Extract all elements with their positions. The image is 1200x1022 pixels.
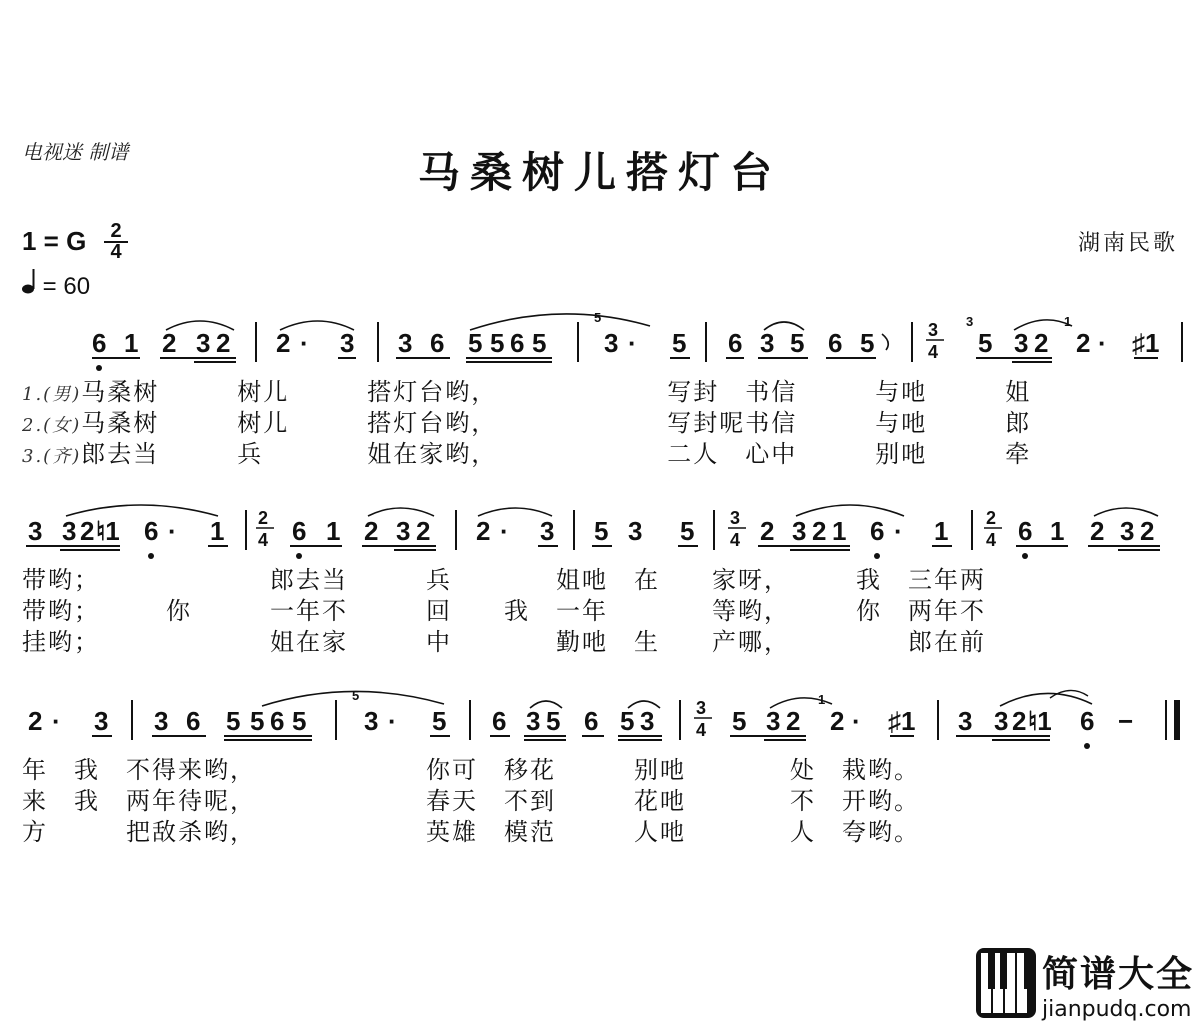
svg-text:2: 2 bbox=[1034, 328, 1049, 358]
svg-text:3: 3 bbox=[154, 706, 169, 736]
verse-label: 3.(齐) bbox=[22, 446, 82, 467]
svg-text:2: 2 bbox=[830, 706, 845, 736]
svg-text:4: 4 bbox=[928, 342, 939, 362]
svg-text:5: 5 bbox=[732, 706, 747, 736]
lyric-line bbox=[22, 434, 1032, 468]
svg-text:·: · bbox=[500, 516, 509, 546]
svg-text:2: 2 bbox=[216, 328, 231, 358]
row-3-notes bbox=[28, 688, 1180, 749]
tempo-value: = 60 bbox=[42, 273, 91, 300]
svg-text:1: 1 bbox=[210, 516, 225, 546]
row-3-lyrics bbox=[22, 750, 920, 846]
svg-text:3: 3 bbox=[62, 516, 77, 546]
svg-text:1: 1 bbox=[934, 516, 949, 546]
svg-text:3: 3 bbox=[340, 328, 355, 358]
svg-text:6: 6 bbox=[430, 328, 445, 358]
key-signature: 1 = G bbox=[22, 226, 87, 256]
svg-text:2: 2 bbox=[760, 516, 775, 546]
svg-text:6: 6 bbox=[728, 328, 743, 358]
svg-text:3: 3 bbox=[730, 508, 741, 528]
svg-text:6: 6 bbox=[870, 516, 885, 546]
svg-text:3: 3 bbox=[1014, 328, 1029, 358]
lyric-line bbox=[22, 372, 1032, 406]
svg-text:·: · bbox=[388, 706, 397, 736]
svg-text:·: · bbox=[852, 706, 861, 736]
lyric-line: 挂哟； 姐在家 中 勤吔 生 产哪， 郎在前 bbox=[22, 628, 986, 656]
svg-text:5: 5 bbox=[594, 310, 602, 325]
svg-text:2: 2 bbox=[80, 516, 95, 546]
svg-text:·: · bbox=[628, 328, 637, 358]
svg-text:3: 3 bbox=[760, 328, 775, 358]
svg-text:1: 1 bbox=[124, 328, 139, 358]
verse-label: 2.(女) bbox=[22, 415, 82, 436]
svg-text:6: 6 bbox=[186, 706, 201, 736]
lyric-text: 郎去当 兵 姐在家哟， 二人 心中 别吔 牵 bbox=[81, 440, 1032, 468]
svg-text:3: 3 bbox=[792, 516, 807, 546]
svg-text:3: 3 bbox=[766, 706, 781, 736]
svg-text:1: 1 bbox=[1050, 516, 1065, 546]
svg-text:2: 2 bbox=[986, 508, 997, 528]
svg-text:6: 6 bbox=[492, 706, 507, 736]
svg-text:♯1: ♯1 bbox=[1132, 328, 1160, 358]
svg-text:5: 5 bbox=[352, 688, 360, 703]
svg-text:6: 6 bbox=[92, 328, 107, 358]
logo-text: 简谱大全 bbox=[1042, 954, 1195, 995]
svg-text:♮1: ♮1 bbox=[96, 516, 120, 546]
svg-text:3: 3 bbox=[398, 328, 413, 358]
svg-text:3: 3 bbox=[966, 314, 974, 329]
svg-text:5: 5 bbox=[594, 516, 609, 546]
svg-text:·: · bbox=[52, 706, 61, 736]
lyric-line bbox=[22, 403, 1032, 437]
svg-text:1: 1 bbox=[832, 516, 847, 546]
transcriber-credit: 电视迷 制谱 bbox=[22, 140, 129, 164]
svg-text:3: 3 bbox=[604, 328, 619, 358]
logo-url: jianpudq.com bbox=[1042, 997, 1192, 1022]
verse-label: 1.(男) bbox=[22, 384, 82, 405]
svg-text:2: 2 bbox=[812, 516, 827, 546]
svg-text:5: 5 bbox=[468, 328, 483, 358]
svg-text:2: 2 bbox=[162, 328, 177, 358]
svg-text:2: 2 bbox=[258, 508, 269, 528]
lyric-line: 带哟； 你 一年不 回 我 一年 等哟， 你 两年不 bbox=[22, 597, 986, 625]
svg-text:1: 1 bbox=[1064, 314, 1072, 329]
svg-text:6: 6 bbox=[584, 706, 599, 736]
svg-text:6: 6 bbox=[1080, 706, 1095, 736]
svg-text:2: 2 bbox=[1090, 516, 1105, 546]
svg-text:5: 5 bbox=[292, 706, 307, 736]
lyric-line: 来 我 两年待呢， 春天 不到 花吔 不 开哟。 bbox=[22, 787, 920, 815]
svg-text:−: − bbox=[1118, 706, 1134, 736]
svg-text:3: 3 bbox=[540, 516, 555, 546]
svg-text:2: 2 bbox=[786, 706, 801, 736]
svg-text:5: 5 bbox=[680, 516, 695, 546]
svg-text:3: 3 bbox=[994, 706, 1009, 736]
svg-text:3: 3 bbox=[696, 698, 707, 718]
svg-text:4: 4 bbox=[696, 720, 707, 740]
svg-text:2: 2 bbox=[364, 516, 379, 546]
svg-text:2: 2 bbox=[1140, 516, 1155, 546]
row-2-notes bbox=[26, 505, 1160, 559]
svg-text:6: 6 bbox=[828, 328, 843, 358]
svg-text:5: 5 bbox=[672, 328, 687, 358]
svg-text:6: 6 bbox=[510, 328, 525, 358]
svg-text:·: · bbox=[300, 328, 309, 358]
svg-text:2: 2 bbox=[276, 328, 291, 358]
svg-text:4: 4 bbox=[986, 530, 997, 550]
svg-text:3: 3 bbox=[526, 706, 541, 736]
svg-text:·: · bbox=[168, 516, 177, 546]
svg-text:6: 6 bbox=[1018, 516, 1033, 546]
svg-text:5: 5 bbox=[546, 706, 561, 736]
svg-text:5: 5 bbox=[532, 328, 547, 358]
site-logo bbox=[1042, 946, 1194, 1022]
svg-text:5: 5 bbox=[432, 706, 447, 736]
svg-text:4: 4 bbox=[730, 530, 741, 550]
svg-text:5: 5 bbox=[226, 706, 241, 736]
time-signature-top: 2 bbox=[110, 220, 122, 242]
svg-text:5: 5 bbox=[250, 706, 265, 736]
svg-text:♯1: ♯1 bbox=[888, 706, 916, 736]
lyric-text: 马桑树 树儿 搭灯台哟， 写封呢书信 与吔 郎 bbox=[81, 409, 1032, 437]
svg-text:2: 2 bbox=[416, 516, 431, 546]
lyric-line: 方 把敌杀哟， 英雄 模范 人吔 人 夸哟。 bbox=[22, 818, 920, 846]
time-signature-bottom: 4 bbox=[104, 241, 128, 262]
svg-text:5: 5 bbox=[620, 706, 635, 736]
song-origin: 湖南民歌 bbox=[1077, 231, 1178, 256]
svg-text:3: 3 bbox=[1120, 516, 1135, 546]
lyric-line: 带哟； 郎去当 兵 姐吔 在 家呀， 我 三年两 bbox=[22, 566, 986, 594]
svg-text:5: 5 bbox=[490, 328, 505, 358]
svg-text:6: 6 bbox=[144, 516, 159, 546]
svg-text:5: 5 bbox=[860, 328, 875, 358]
row-2-lyrics bbox=[22, 560, 986, 656]
svg-text:♮1: ♮1 bbox=[1028, 706, 1052, 736]
piano-logo-icon bbox=[976, 948, 1036, 1018]
svg-text:2: 2 bbox=[1076, 328, 1091, 358]
svg-text:·: · bbox=[894, 516, 903, 546]
svg-text:3: 3 bbox=[364, 706, 379, 736]
svg-text:4: 4 bbox=[258, 530, 269, 550]
svg-text:3: 3 bbox=[196, 328, 211, 358]
svg-text:6: 6 bbox=[292, 516, 307, 546]
svg-text:3: 3 bbox=[958, 706, 973, 736]
svg-text:2: 2 bbox=[28, 706, 43, 736]
svg-text:2: 2 bbox=[476, 516, 491, 546]
svg-text:2: 2 bbox=[1012, 706, 1027, 736]
svg-text:5: 5 bbox=[978, 328, 993, 358]
svg-text:6: 6 bbox=[270, 706, 285, 736]
svg-text:1: 1 bbox=[326, 516, 341, 546]
svg-text:·: · bbox=[1098, 328, 1107, 358]
svg-text:3: 3 bbox=[396, 516, 411, 546]
lyric-line: 年 我 不得来哟， 你可 移花 别吔 处 栽哟。 bbox=[22, 756, 920, 784]
song-title: 马桑树儿搭灯台 bbox=[417, 148, 782, 197]
svg-text:3: 3 bbox=[628, 516, 643, 546]
row-1-notes bbox=[92, 310, 1182, 371]
svg-text:3: 3 bbox=[928, 320, 939, 340]
svg-text:3: 3 bbox=[94, 706, 109, 736]
svg-text:1: 1 bbox=[818, 692, 826, 707]
svg-text:5: 5 bbox=[790, 328, 805, 358]
lyric-text: 马桑树 树儿 搭灯台哟， 写封 书信 与吔 姐 bbox=[81, 378, 1032, 406]
svg-text:3: 3 bbox=[640, 706, 655, 736]
row-1-lyrics bbox=[22, 372, 1032, 468]
svg-text:3: 3 bbox=[28, 516, 43, 546]
